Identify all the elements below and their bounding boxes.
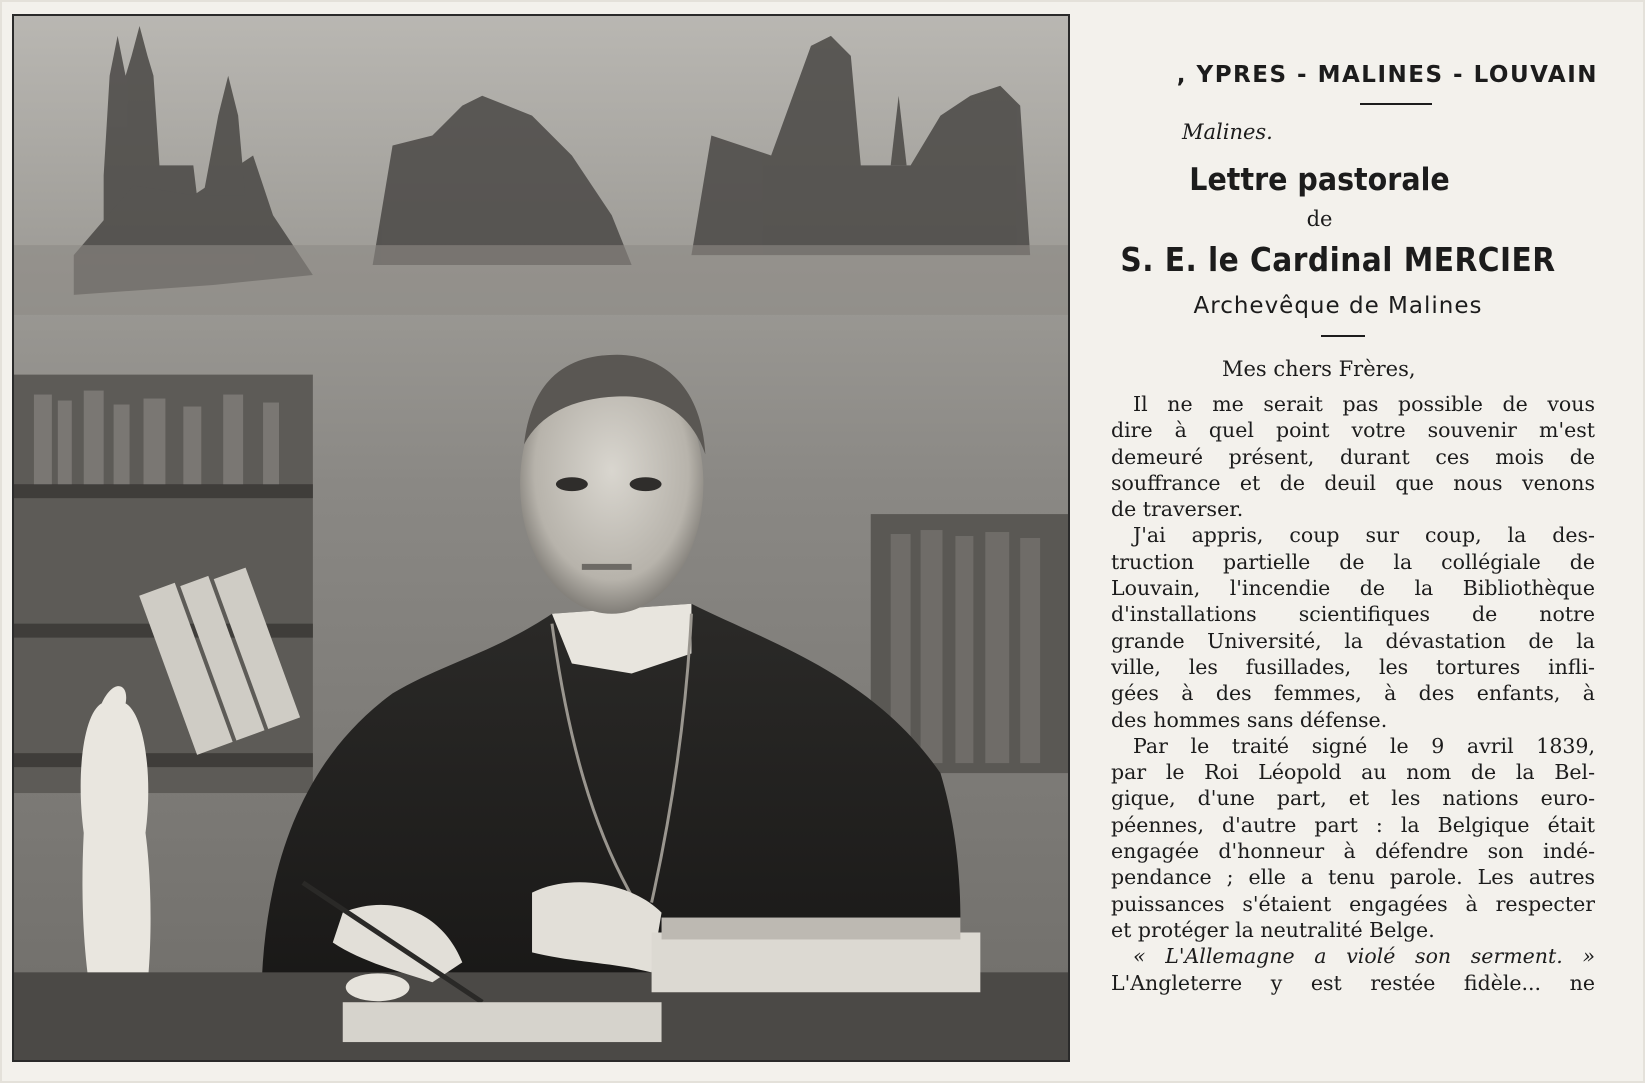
letter-line: par le Roi Léopold au nom de la Bel- [1111,760,1595,785]
heading-rule [1360,103,1432,105]
letter-body [1111,391,1595,996]
letter-line: souffrance et de deuil que nous venons [1111,470,1595,495]
letter-line: J'ai appris, coup sur coup, la des- [1133,523,1595,548]
letter-line: de traverser. [1111,497,1244,522]
cities-heading: , YPRES - MALINES - LOUVAIN [1176,62,1598,88]
letter-line: Louvain, l'incendie de la Bibliothèque [1111,576,1595,601]
place-label: Malines. [1182,120,1273,144]
author-name: S. E. le Cardinal MERCIER [1120,240,1556,279]
salutation: Mes chers Frères, [1222,357,1416,381]
letter-line: truction partielle de la collégiale de [1111,549,1595,574]
letter-line: gées à des femmes, à des enfants, à [1111,681,1595,706]
letter-line: L'Angleterre y est restée fidèle... ne [1111,970,1595,995]
letter-line: dire à quel point votre souvenir m'est [1111,418,1595,443]
author-title: Archevêque de Malines [1193,293,1483,319]
letter-text-panel [1078,0,1638,1083]
letter-line: péennes, d'autre part : la Belgique était [1111,812,1595,837]
letter-line: « L'Allemagne a violé son serment. » [1133,944,1595,969]
madonna-statuette [81,686,151,1012]
letter-line: demeuré présent, durant ces mois de [1111,444,1595,469]
photo-illustration [14,16,1068,1060]
letter-line: Par le traité signé le 9 avril 1839, [1133,733,1595,758]
letter-line: grande Université, la dévastation de la [1111,628,1595,653]
letter-line: gique, d'une part, et les nations euro- [1111,786,1595,811]
letter-line: des hommes sans défense. [1111,707,1388,732]
inkwell [346,973,410,1001]
letter-title: Lettre pastorale [1189,162,1450,198]
letter-line: d'installations scientifiques de notre [1111,602,1595,627]
letter-line: ville, les fusillades, les tortures infli- [1111,654,1595,679]
title-rule [1321,335,1365,337]
letter-line: pendance ; elle a tenu parole. Les autres [1111,865,1595,890]
letter-line: puissances s'étaient engagées à respecter [1111,891,1595,916]
letter-line: et protéger la neutralité Belge. [1111,917,1435,942]
letter-line: Il ne me serait pas possible de vous [1133,392,1595,416]
title-connector: de [1306,207,1333,231]
cardinal-photograph [12,14,1070,1062]
letter-line: engagée d'honneur à défendre son indé- [1111,839,1595,864]
